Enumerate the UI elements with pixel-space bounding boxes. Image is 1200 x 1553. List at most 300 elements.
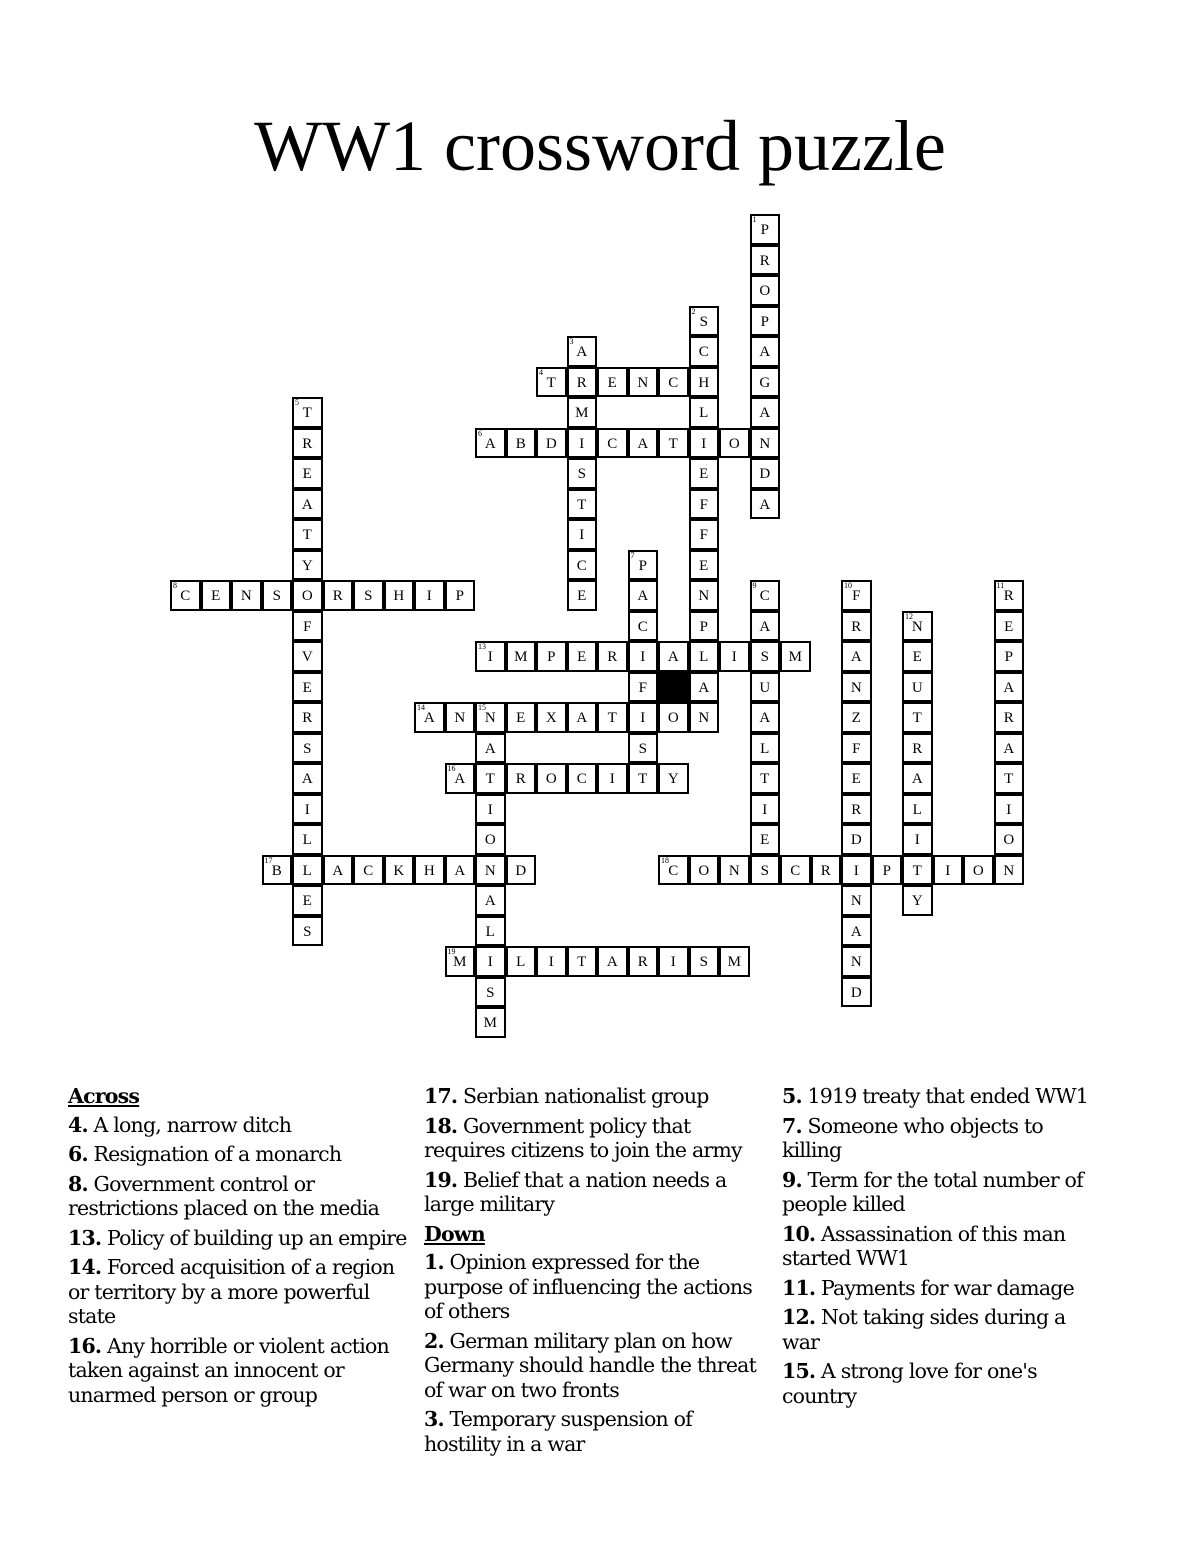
crossword-cell[interactable] [597, 946, 628, 977]
crossword-cell[interactable] [475, 824, 506, 855]
page-title: WW1 crossword puzzle [254, 106, 946, 186]
crossword-cell[interactable] [689, 611, 720, 642]
crossword-cell[interactable] [658, 702, 689, 733]
crossword-cell[interactable] [658, 367, 689, 398]
crossword-cell[interactable] [750, 763, 781, 794]
crossword-cell[interactable] [628, 611, 659, 642]
crossword-cell[interactable] [292, 580, 323, 611]
crossword-cell[interactable] [902, 641, 933, 672]
crossword-cell[interactable] [536, 763, 567, 794]
cell-letter: I [640, 649, 646, 665]
cell-letter: L [699, 649, 709, 665]
crossword-cell[interactable] [628, 580, 659, 611]
crossword-cell[interactable] [292, 885, 323, 916]
cell-letter: C [668, 862, 679, 879]
cell-letter: A [301, 771, 313, 787]
crossword-cell[interactable] [475, 702, 506, 733]
cell-letter: A [423, 710, 435, 726]
cell-letter: X [545, 710, 557, 726]
crossword-cell[interactable] [475, 641, 506, 672]
crossword-cell[interactable] [750, 428, 781, 459]
crossword-cell[interactable] [536, 702, 567, 733]
cell-letter: T [912, 862, 922, 879]
cell-letter: R [576, 374, 587, 391]
cell-letter: E [1004, 618, 1014, 635]
crossword-cell[interactable] [414, 702, 445, 733]
crossword-cell[interactable] [475, 855, 506, 886]
down-clue-list [424, 1250, 772, 1456]
crossword-cell[interactable] [994, 763, 1025, 794]
crossword-cell[interactable] [689, 489, 720, 520]
clues-column-2 [424, 1084, 772, 1461]
crossword-cell[interactable] [567, 489, 598, 520]
crossword-cell[interactable] [475, 946, 506, 977]
crossword-cell[interactable] [841, 885, 872, 916]
crossword-cell[interactable] [292, 458, 323, 489]
cell-letter: R [759, 252, 770, 269]
crossword-cell[interactable] [628, 733, 659, 764]
crossword-cell[interactable] [902, 763, 933, 794]
crossword-cell[interactable] [292, 794, 323, 825]
cell-letter: B [271, 862, 282, 879]
crossword-cell[interactable] [719, 946, 750, 977]
crossword-cell[interactable] [750, 672, 781, 703]
clue [424, 1250, 772, 1324]
crossword-cell[interactable] [689, 336, 720, 367]
clue [424, 1084, 772, 1109]
clue-number: 6 [478, 428, 482, 438]
crossword-cell[interactable] [658, 855, 689, 886]
cell-letter: A [850, 923, 862, 940]
cell-letter: P [882, 862, 891, 879]
crossword-cell[interactable] [292, 550, 323, 581]
crossword-cell[interactable] [994, 733, 1025, 764]
crossword-cell[interactable] [841, 641, 872, 672]
crossword-cell[interactable] [536, 641, 567, 672]
crossword-cell[interactable] [536, 946, 567, 977]
cell-letter: S [272, 588, 281, 604]
crossword-cell[interactable] [414, 855, 445, 886]
cell-letter: E [699, 557, 709, 574]
crossword-cell[interactable] [292, 519, 323, 550]
crossword-cell[interactable] [475, 916, 506, 947]
clue-text: 1919 treaty that ended WW1 [801, 1084, 1088, 1108]
crossword-cell[interactable] [597, 641, 628, 672]
crossword-cell[interactable] [841, 977, 872, 1008]
cell-letter: P [760, 222, 769, 238]
crossword-cell[interactable] [994, 641, 1025, 672]
crossword-cell[interactable] [262, 855, 293, 886]
crossword-cell[interactable] [750, 458, 781, 489]
crossword-cell[interactable] [689, 397, 720, 428]
crossword-cell[interactable] [658, 428, 689, 459]
crossword-cell[interactable] [994, 672, 1025, 703]
clue [424, 1407, 772, 1456]
clue [782, 1168, 1092, 1217]
crossword-cell[interactable] [750, 489, 781, 520]
cell-letter: P [699, 618, 708, 635]
cell-letter: A [1003, 740, 1015, 757]
clue-number: 3 [569, 337, 574, 346]
clue [68, 1255, 408, 1329]
crossword-cell[interactable] [506, 702, 537, 733]
crossword-cell[interactable] [414, 580, 445, 611]
crossword-cell[interactable] [994, 794, 1025, 825]
cell-letter: I [487, 649, 493, 665]
crossword-cell[interactable] [719, 855, 750, 886]
cell-letter: N [759, 435, 771, 452]
crossword-cell[interactable] [841, 824, 872, 855]
crossword-cell[interactable] [689, 702, 720, 733]
crossword-cell[interactable] [750, 306, 781, 337]
cell-letter: T [546, 374, 556, 391]
crossword-cell[interactable] [689, 519, 720, 550]
crossword-cell[interactable] [567, 763, 598, 794]
crossword-cell[interactable] [689, 672, 720, 703]
clue-text: A strong love for one's country [782, 1359, 1037, 1408]
crossword-cell[interactable] [841, 763, 872, 794]
cell-letter: E [851, 771, 861, 787]
clue-number-label: 18. [424, 1113, 458, 1138]
crossword-cell[interactable] [567, 428, 598, 459]
crossword-cell[interactable] [902, 733, 933, 764]
crossword-cell[interactable] [750, 855, 781, 886]
crossword-cell[interactable] [170, 580, 201, 611]
cell-letter: N [484, 710, 496, 726]
crossword-cell[interactable] [567, 519, 598, 550]
crossword-cell[interactable] [201, 580, 232, 611]
crossword-cell[interactable] [750, 336, 781, 367]
crossword-cell[interactable] [536, 428, 567, 459]
crossword-cell[interactable] [933, 855, 964, 886]
crossword-cell[interactable] [475, 1007, 506, 1038]
crossword-cell[interactable] [658, 763, 689, 794]
cell-letter: A [1003, 679, 1015, 696]
crossword-cell[interactable] [506, 763, 537, 794]
crossword-cell[interactable] [445, 580, 476, 611]
clue [68, 1113, 408, 1138]
crossword-cell[interactable] [384, 580, 415, 611]
crossword-cell[interactable] [872, 855, 903, 886]
cell-letter: T [668, 435, 678, 452]
crossword-cell[interactable] [445, 702, 476, 733]
crossword-cell[interactable] [475, 794, 506, 825]
crossword-cell[interactable] [689, 946, 720, 977]
cell-letter: A [484, 740, 496, 757]
clue [782, 1359, 1092, 1408]
cell-letter: N [637, 374, 649, 391]
clue-number-label: 14. [68, 1255, 102, 1279]
crossword-cell[interactable] [567, 946, 598, 977]
clue-text: Policy of building up an empire [101, 1225, 407, 1250]
cell-letter: I [579, 527, 585, 543]
crossword-cell[interactable] [567, 367, 598, 398]
cell-letter: C [576, 771, 587, 787]
crossword-cell[interactable] [750, 245, 781, 276]
cell-letter: O [667, 710, 679, 726]
crossword-cell[interactable] [292, 733, 323, 764]
crossword-cell[interactable] [994, 702, 1025, 733]
cell-letter: L [302, 862, 312, 879]
crossword-cell[interactable] [841, 611, 872, 642]
crossword-cell[interactable] [902, 885, 933, 916]
crossword-cell[interactable] [841, 946, 872, 977]
crossword-cell[interactable] [689, 641, 720, 672]
crossword-cell[interactable] [994, 855, 1025, 886]
crossword-cell[interactable] [506, 855, 537, 886]
crossword-cell[interactable] [689, 580, 720, 611]
crossword-cell[interactable] [231, 580, 262, 611]
clue-number: 16 [447, 764, 456, 773]
cell-letter: I [914, 832, 920, 848]
clue-number-label: 4. [68, 1112, 88, 1137]
cell-letter: D [515, 862, 527, 879]
clue-number-label: 10. [782, 1221, 816, 1246]
cell-letter: C [637, 618, 648, 635]
crossword-cell[interactable] [292, 428, 323, 459]
crossword-cell[interactable] [658, 946, 689, 977]
crossword-cell[interactable] [445, 763, 476, 794]
crossword-cell[interactable] [628, 763, 659, 794]
crossword-cell[interactable] [628, 550, 659, 581]
crossword-cell[interactable] [597, 702, 628, 733]
cell-letter: L [699, 405, 709, 421]
clue-number: 18 [661, 855, 669, 865]
cell-letter: R [637, 954, 648, 970]
cell-letter: M [483, 1015, 497, 1031]
cell-letter: R [607, 649, 618, 665]
down-clue-list-continued [782, 1084, 1092, 1408]
cell-letter: C [759, 588, 770, 604]
crossword-cell[interactable] [475, 977, 506, 1008]
crossword-cell[interactable] [994, 611, 1025, 642]
crossword-cell[interactable] [292, 855, 323, 886]
clue-number: 12 [905, 611, 913, 621]
crossword-cell[interactable] [445, 946, 476, 977]
crossword-cell[interactable] [750, 794, 781, 825]
cell-letter: D [850, 984, 862, 1001]
cell-letter: A [332, 862, 344, 879]
crossword-cell[interactable] [689, 428, 720, 459]
cell-letter: O [1003, 832, 1015, 848]
cell-letter: Y [667, 771, 679, 787]
cell-letter: L [760, 740, 770, 757]
clue-text: Term for the total number of people killed [782, 1167, 1083, 1216]
crossword-cell[interactable] [292, 641, 323, 672]
crossword-cell[interactable] [963, 855, 994, 886]
crossword-cell[interactable] [750, 641, 781, 672]
cell-letter: N [240, 588, 252, 604]
clue-text: A long, narrow ditch [87, 1112, 292, 1137]
clue [424, 1114, 772, 1163]
crossword-cell[interactable] [628, 672, 659, 703]
crossword-cell[interactable] [567, 336, 598, 367]
crossword-cell[interactable] [628, 428, 659, 459]
clue [68, 1142, 408, 1167]
crossword-cell[interactable] [628, 946, 659, 977]
cell-letter: L [516, 954, 526, 970]
clue-text: Serbian nationalist group [457, 1084, 709, 1108]
crossword-cell[interactable] [567, 397, 598, 428]
crossword-cell[interactable] [292, 702, 323, 733]
clue-number-label: 5. [782, 1084, 802, 1108]
crossword-cell[interactable] [780, 641, 811, 672]
crossword-cell[interactable] [628, 702, 659, 733]
crossword-cell[interactable] [841, 702, 872, 733]
cell-letter: R [912, 740, 923, 757]
crossword-cell[interactable] [292, 763, 323, 794]
crossword-cell[interactable] [628, 641, 659, 672]
crossword-cell[interactable] [841, 916, 872, 947]
cell-letter: A [454, 862, 466, 879]
cell-letter: M [575, 405, 589, 421]
crossword-cell[interactable] [750, 733, 781, 764]
crossword-cell[interactable] [750, 702, 781, 733]
crossword-cell[interactable] [506, 641, 537, 672]
crossword-cell[interactable] [750, 580, 781, 611]
cell-letter: H [698, 374, 710, 391]
cell-letter: S [760, 862, 769, 879]
cell-letter: A [759, 710, 771, 726]
crossword-cell[interactable] [567, 641, 598, 672]
crossword-cell[interactable] [597, 428, 628, 459]
crossword-cell[interactable] [994, 580, 1025, 611]
crossword-cell[interactable] [811, 855, 842, 886]
cell-letter: L [302, 832, 312, 848]
crossword-cell[interactable] [506, 428, 537, 459]
crossword-cell[interactable] [689, 367, 720, 398]
crossword-cell[interactable] [841, 580, 872, 611]
cell-letter: N [698, 588, 710, 604]
clue-number: 7 [630, 550, 635, 560]
cell-letter: I [1006, 801, 1012, 818]
cell-letter: A [850, 649, 862, 665]
cell-letter: I [609, 771, 615, 787]
crossword-cell[interactable] [475, 763, 506, 794]
crossword-cell[interactable] [292, 611, 323, 642]
crossword-cell[interactable] [750, 824, 781, 855]
cell-letter: R [515, 771, 526, 787]
crossword-cell[interactable] [475, 733, 506, 764]
cell-letter: R [1003, 588, 1014, 604]
crossword-cell[interactable] [323, 580, 354, 611]
crossword-cell[interactable] [841, 855, 872, 886]
cell-letter: U [759, 679, 771, 696]
cell-letter: R [820, 862, 831, 879]
cell-letter: N [484, 862, 496, 879]
cell-letter: T [577, 496, 587, 513]
cell-letter: E [302, 893, 312, 909]
crossword-cell[interactable] [902, 824, 933, 855]
crossword-cell[interactable] [994, 824, 1025, 855]
crossword-cell[interactable] [628, 367, 659, 398]
cell-letter: F [852, 588, 861, 604]
crossword-cell[interactable] [902, 702, 933, 733]
crossword-cell[interactable] [567, 580, 598, 611]
clue [424, 1329, 772, 1403]
across-clue-list-continued [424, 1084, 772, 1217]
clue-number-label: 19. [424, 1167, 458, 1192]
clues-column-3 [782, 1084, 1092, 1413]
clue [782, 1114, 1092, 1163]
crossword-cell[interactable] [597, 763, 628, 794]
clue-text: Government policy that requires citizens to join the army [424, 1113, 742, 1162]
crossword-cell[interactable] [292, 397, 323, 428]
cell-letter: O [698, 862, 710, 879]
crossword-cell[interactable] [841, 794, 872, 825]
crossword-cell[interactable] [902, 855, 933, 886]
cell-letter: P [547, 649, 556, 665]
crossword-cell[interactable] [902, 611, 933, 642]
clue-number: 1 [752, 215, 757, 224]
cell-letter: Z [851, 710, 861, 726]
cell-letter: E [577, 588, 587, 604]
crossword-cell[interactable] [597, 367, 628, 398]
cell-letter: P [1004, 649, 1013, 665]
crossword-cell[interactable] [750, 611, 781, 642]
crossword-cell[interactable] [292, 824, 323, 855]
cell-letter: A [698, 679, 710, 696]
crossword-cell[interactable] [536, 367, 567, 398]
crossword-cell[interactable] [689, 458, 720, 489]
cell-letter: F [852, 740, 861, 757]
crossword-cell[interactable] [689, 855, 720, 886]
crossword-cell[interactable] [902, 794, 933, 825]
crossword-cell[interactable] [750, 397, 781, 428]
cell-letter: D [850, 832, 862, 848]
crossword-cell[interactable] [384, 855, 415, 886]
cell-letter: F [699, 527, 708, 543]
cell-letter: T [760, 771, 770, 787]
crossword-cell[interactable] [750, 214, 781, 245]
crossword-cell[interactable] [750, 367, 781, 398]
crossword-cell[interactable] [567, 702, 598, 733]
crossword-cell[interactable] [841, 733, 872, 764]
crossword-cell[interactable] [262, 580, 293, 611]
crossword-cell[interactable] [841, 672, 872, 703]
cell-letter: P [760, 313, 769, 330]
crossword-cell[interactable] [567, 458, 598, 489]
crossword-cell[interactable] [445, 855, 476, 886]
cell-letter: N [698, 710, 710, 726]
crossword-cell[interactable] [750, 275, 781, 306]
crossword-cell[interactable] [506, 946, 537, 977]
crossword-cell[interactable] [292, 916, 323, 947]
crossword-cell[interactable] [689, 306, 720, 337]
cell-letter: D [545, 435, 557, 452]
crossword-cell[interactable] [689, 550, 720, 581]
crossword-cell[interactable] [292, 672, 323, 703]
crossword-cell[interactable] [353, 855, 384, 886]
crossword-cell[interactable] [658, 641, 689, 672]
crossword-cell[interactable] [475, 428, 506, 459]
cell-letter: S [303, 923, 312, 940]
crossword-cell[interactable] [719, 428, 750, 459]
crossword-cell[interactable] [323, 855, 354, 886]
crossword-cell[interactable] [475, 885, 506, 916]
crossword-cell[interactable] [353, 580, 384, 611]
cell-letter: E [577, 649, 587, 665]
crossword-cell[interactable] [902, 672, 933, 703]
crossword-cell[interactable] [567, 550, 598, 581]
cell-letter: C [607, 435, 618, 452]
cell-letter: D [759, 466, 771, 482]
cell-letter: A [759, 496, 771, 513]
crossword-cell[interactable] [719, 641, 750, 672]
crossword-cell[interactable] [780, 855, 811, 886]
cell-letter: E [699, 466, 709, 482]
crossword-cell[interactable] [292, 489, 323, 520]
